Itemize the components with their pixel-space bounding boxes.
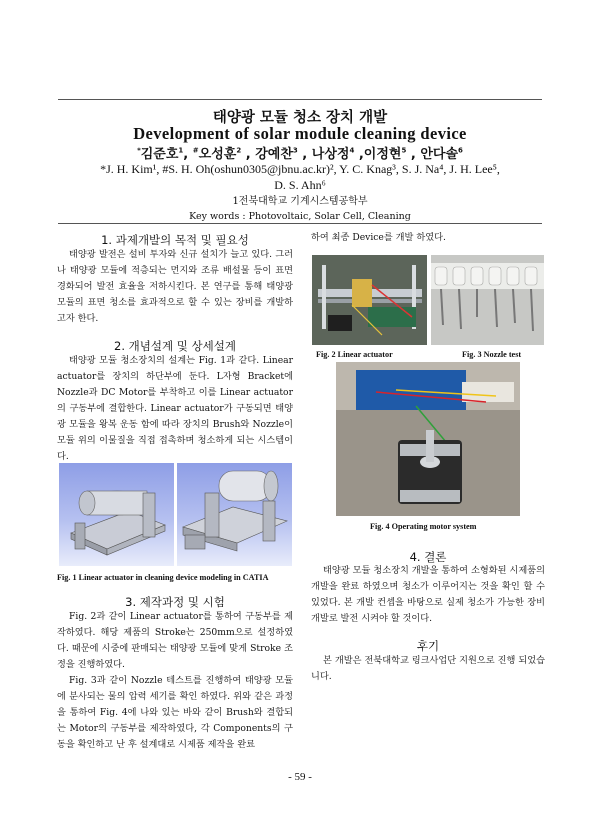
top-rule [58, 99, 542, 100]
section3-text [57, 609, 293, 753]
section4-text [311, 563, 545, 627]
author-sup: 2 [236, 146, 242, 155]
author-name: 나상정 [311, 147, 350, 162]
section1-paragraph: 태양광 발전은 설비 투자와 신규 설치가 늘고 있다. 그러나 태양광 모듈에 적층되는 먼지와 조류 배설물 등이 표면 경화되어 발전 효율을 저하시킨다. 본 연구를 통해 태양광 모듈의 표면 청소를 효과적으로 할 수 있는 장비를 개발하고자 한다. [57, 249, 293, 324]
fig4-image [336, 362, 520, 516]
author-sup: 6 [458, 146, 463, 155]
linear-actuator-photo [312, 255, 427, 345]
fig1-left-image [59, 463, 174, 566]
author-mark: * [137, 146, 141, 155]
authors-english-line2: D. S. Ahn⁶ [274, 178, 326, 192]
fig1-right-image [177, 463, 292, 566]
section2-text [57, 353, 293, 465]
author-name: 안다솔 [420, 147, 459, 162]
motor-system-photo [336, 362, 520, 516]
section4-heading: 4. 결론 [409, 550, 447, 564]
acknowledgement-text [311, 653, 545, 685]
author-sup: 3 [292, 146, 298, 155]
nozzle-test-photo [431, 255, 544, 345]
author-mark: # [192, 146, 199, 155]
fig4-caption: Fig. 4 Operating motor system [370, 522, 477, 531]
section3-heading: 3. 제작과정 및 시험 [125, 595, 225, 609]
affiliation: 1전북대학교 기계시스템공학부 [232, 196, 368, 207]
section3-paragraph-1: Fig. 2과 같이 Linear actuator를 통하여 구동부를 제작하였다. 해당 제품의 Stroke는 250mm으로 설정하였다. 때문에 시중에 판매되는 태양광 모듈에 맞게 Stroke 조정을 진행하였다. [57, 611, 293, 670]
fig3-caption: Fig. 3 Nozzle test [462, 350, 522, 359]
page-number: - 59 - [288, 771, 312, 783]
fig3-image [431, 255, 544, 345]
keywords-rule [58, 223, 542, 224]
authors-english-line1: *J. H. Kim¹, #S. H. Oh(oshun0305@jbnu.ac.kr)², Y. C. Knag³, S. J. Na⁴, J. H. Lee⁵, [100, 162, 500, 176]
author-name: 김준호 [140, 147, 179, 162]
section3-paragraph-2: Fig. 3과 같이 Nozzle 테스트를 진행하여 태양광 모듈에 분사되는 물의 압력 세기를 확인 하였다. 위와 같은 과정을 통하여 Fig. 4에 나와 있는 바와 같이 Brush와 결합되는 Motor의 구동부를 제작하였다, 각 Components의 구동을 확인하고 난 후 설계대로 시제품 제작을 완료 [57, 675, 293, 750]
fig2-caption: Fig. 2 Linear actuator [316, 350, 393, 359]
title-english: Development of solar module cleaning device [133, 124, 467, 143]
author-name: 오성훈 [198, 147, 237, 162]
section3-continuation-text: 하여 최종 Device를 개발 하였다. [311, 232, 446, 243]
authors-english [60, 161, 540, 193]
title-korean: 태양광 모듈 청소 장치 개발 [212, 110, 388, 126]
section1-text [57, 247, 293, 327]
fig2-image [312, 255, 427, 345]
section2-heading: 2. 개념설계 및 상세설계 [114, 339, 236, 353]
fig1-caption: Fig. 1 Linear actuator in cleaning device modeling in CATIA [57, 573, 269, 582]
catia-model-illustration [59, 463, 174, 566]
author-sup: 1 [178, 146, 184, 155]
section4-paragraph: 태양광 모듈 청소장치 개발을 통하여 소형화된 시제품의 개발을 완료 하였으며 청소가 이루어지는 것을 확인 할 수 있었다. 본 개발 컨셉을 바탕으로 실제 청소가 가능한 장비 개발로 발전 시켜야 할 것이다. [311, 565, 545, 624]
acknowledgement-paragraph: 본 개발은 전북대학교 링크사업단 지원으로 진행 되었습니다. [311, 655, 545, 682]
author-sup: 4 [349, 146, 355, 155]
keywords: Key words : Photovoltaic, Solar Cell, Cleaning [189, 211, 411, 222]
author-name: 강예찬 [255, 147, 293, 162]
author-sup: 5 [401, 146, 407, 155]
section1-heading: 1. 과제개발의 목적 및 필요성 [101, 233, 249, 247]
author-name: 이정현 [363, 147, 402, 162]
acknowledgement-heading: 후기 [416, 639, 440, 653]
section2-paragraph: 태양광 모듈 청소장치의 설계는 Fig. 1과 같다. Linear actuator를 장치의 하단부에 둔다. L자형 Bracket에 Nozzle과 DC Motor를 부착하고 이를 Linear actuator의 구동부에 결합한다. Linear actuator가 구동되면 태양광 모듈을 왕복 운동 함에 따라 장치의 Brush와 Nozzle이 모듈 위의 이물질을 직접 접촉하며 청소하게 되는 시스템이다. [57, 355, 293, 462]
authors-korean: *김준호$^1$, #오성훈$^2$ , 강예찬$^3$ , 나상정$^4$ ,이정현$^5$ , 안다솔$^6$ [137, 146, 463, 162]
catia-model-illustration [177, 463, 292, 566]
section3-continuation [311, 230, 545, 246]
